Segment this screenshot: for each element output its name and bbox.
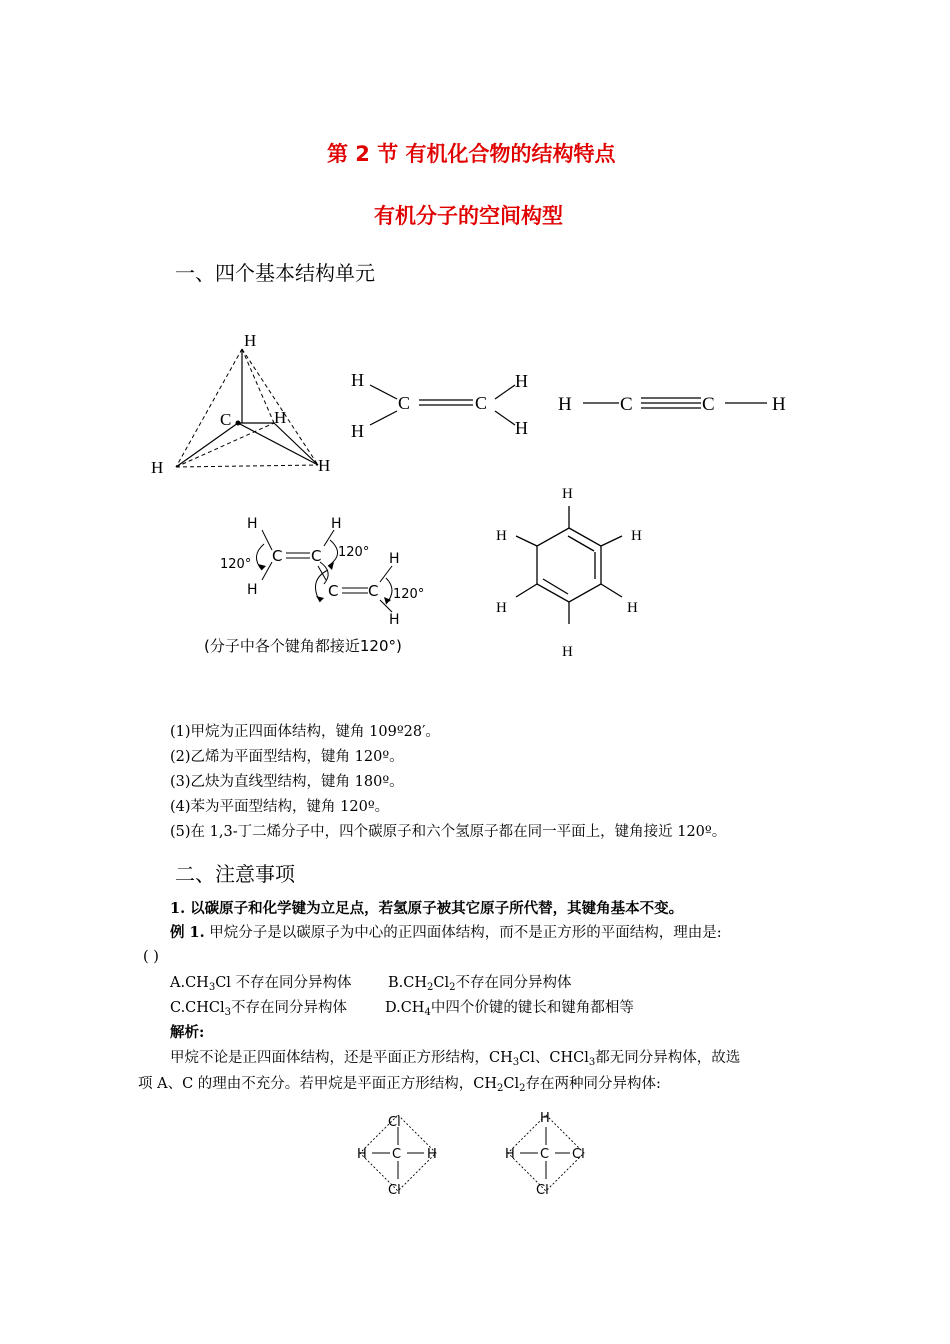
point-item: (1)甲烷为正四面体结构，键角 109º28′。 — [170, 724, 440, 740]
atom-label: H — [331, 516, 342, 532]
butadiene-caption: (分子中各个键角都接近120°) — [204, 637, 402, 655]
page-subtitle: 有机分子的空间构型 — [374, 204, 563, 228]
atom-label: H — [357, 1147, 367, 1162]
atom-label: H — [631, 528, 642, 544]
atom-label: H — [351, 370, 364, 390]
atom-label: C — [392, 1147, 402, 1162]
example-text: 甲烷分子是以碳原子为中心的正四面体结构，而不是正方形的平面结构，理由是: — [204, 925, 722, 941]
angle-label: 120° — [220, 557, 252, 572]
atom-label: H — [389, 551, 400, 567]
option-c: C.CHCl$_3$不存在同分异构体 — [170, 1000, 348, 1018]
atom-label: C — [620, 394, 633, 415]
analysis-label: 解析: — [170, 1024, 205, 1041]
atom-label: C — [220, 410, 232, 429]
point-item: (5)在 1,3-丁二烯分子中，四个碳原子和六个氢原子都在同一平面上，键角接近 120º。 — [170, 824, 727, 840]
atom-label: H — [247, 516, 258, 532]
atom-label: H — [274, 408, 287, 427]
dichloromethane-isomer-2 — [500, 1105, 600, 1200]
example-label: 例 1. — [170, 924, 205, 941]
atom-label: C — [475, 393, 488, 413]
atom-label: H — [496, 528, 507, 544]
atom-label: C — [540, 1147, 550, 1162]
analysis-line-2: 项 A、C 的理由不充分。若甲烷是平面正方形结构，$CH_2Cl_2$存在两种同分异构体: — [138, 1076, 661, 1094]
atom-label: C — [398, 393, 411, 413]
point-item: (2)乙烯为平面型结构，键角 120º。 — [170, 749, 404, 765]
atom-label: C — [328, 582, 339, 600]
atom-label: H — [540, 1111, 550, 1126]
atom-label: H — [389, 612, 400, 628]
atom-label: H — [496, 600, 507, 616]
atom-label: H — [562, 486, 573, 502]
atom-label: H — [244, 331, 257, 350]
butadiene-figure — [200, 508, 460, 663]
point-item: (4)苯为平面型结构，键角 120º。 — [170, 799, 390, 815]
atom-label: H — [351, 421, 364, 441]
atom-label: H — [562, 644, 573, 660]
rule-1: 1. 以碳原子和化学键为立足点，若氢原子被其它原子所代替，其键角基本不变。 — [170, 900, 684, 917]
atom-label: H — [318, 456, 331, 475]
atom-label: H — [558, 394, 572, 415]
atom-label: Cl — [388, 1115, 401, 1130]
acetylene-figure — [555, 385, 800, 419]
atom-label: C — [272, 547, 283, 565]
atom-label: H — [515, 371, 528, 391]
methane-tetrahedron-figure — [140, 325, 340, 480]
dichloromethane-isomer-1 — [352, 1105, 452, 1200]
page-title: 第 2 节 有机化合物的结构特点 — [327, 142, 616, 166]
atom-label: C — [311, 547, 322, 565]
atom-label: H — [247, 582, 258, 598]
ethylene-figure — [345, 365, 545, 445]
section1-heading: 一、四个基本结构单元 — [175, 261, 375, 285]
option-a: $A.CH_3Cl$ 不存在同分异构体 — [170, 975, 352, 993]
atom-label: H — [151, 458, 164, 477]
atom-label: H — [505, 1147, 515, 1162]
angle-label: 120° — [393, 587, 425, 602]
benzene-figure — [488, 482, 653, 662]
section2-heading: 二、注意事项 — [175, 862, 295, 886]
atom-label: C — [368, 582, 379, 600]
example-1 — [170, 922, 722, 944]
atom-label: C — [702, 394, 715, 415]
point-item: (3)乙炔为直线型结构，键角 180º。 — [170, 774, 404, 790]
atom-label: H — [427, 1147, 437, 1162]
atom-label: H — [515, 418, 528, 438]
atom-label: Cl — [388, 1183, 401, 1198]
angle-label: 120° — [338, 545, 370, 560]
atom-label: H — [772, 394, 786, 415]
option-b: $B.CH_2Cl_2$不存在同分异构体 — [388, 975, 572, 993]
analysis-line-1: 甲烷不论是正四面体结构，还是平面正方形结构，$CH_3Cl$、CHCl$_3$都无同分异构体，故选 — [170, 1050, 741, 1068]
atom-label: Cl — [536, 1183, 549, 1198]
example-paren: ( ) — [143, 949, 159, 965]
atom-label: H — [627, 600, 638, 616]
atom-label: Cl — [572, 1147, 585, 1162]
option-d: $D.CH_4$中四个价键的键长和键角都相等 — [385, 1000, 634, 1018]
